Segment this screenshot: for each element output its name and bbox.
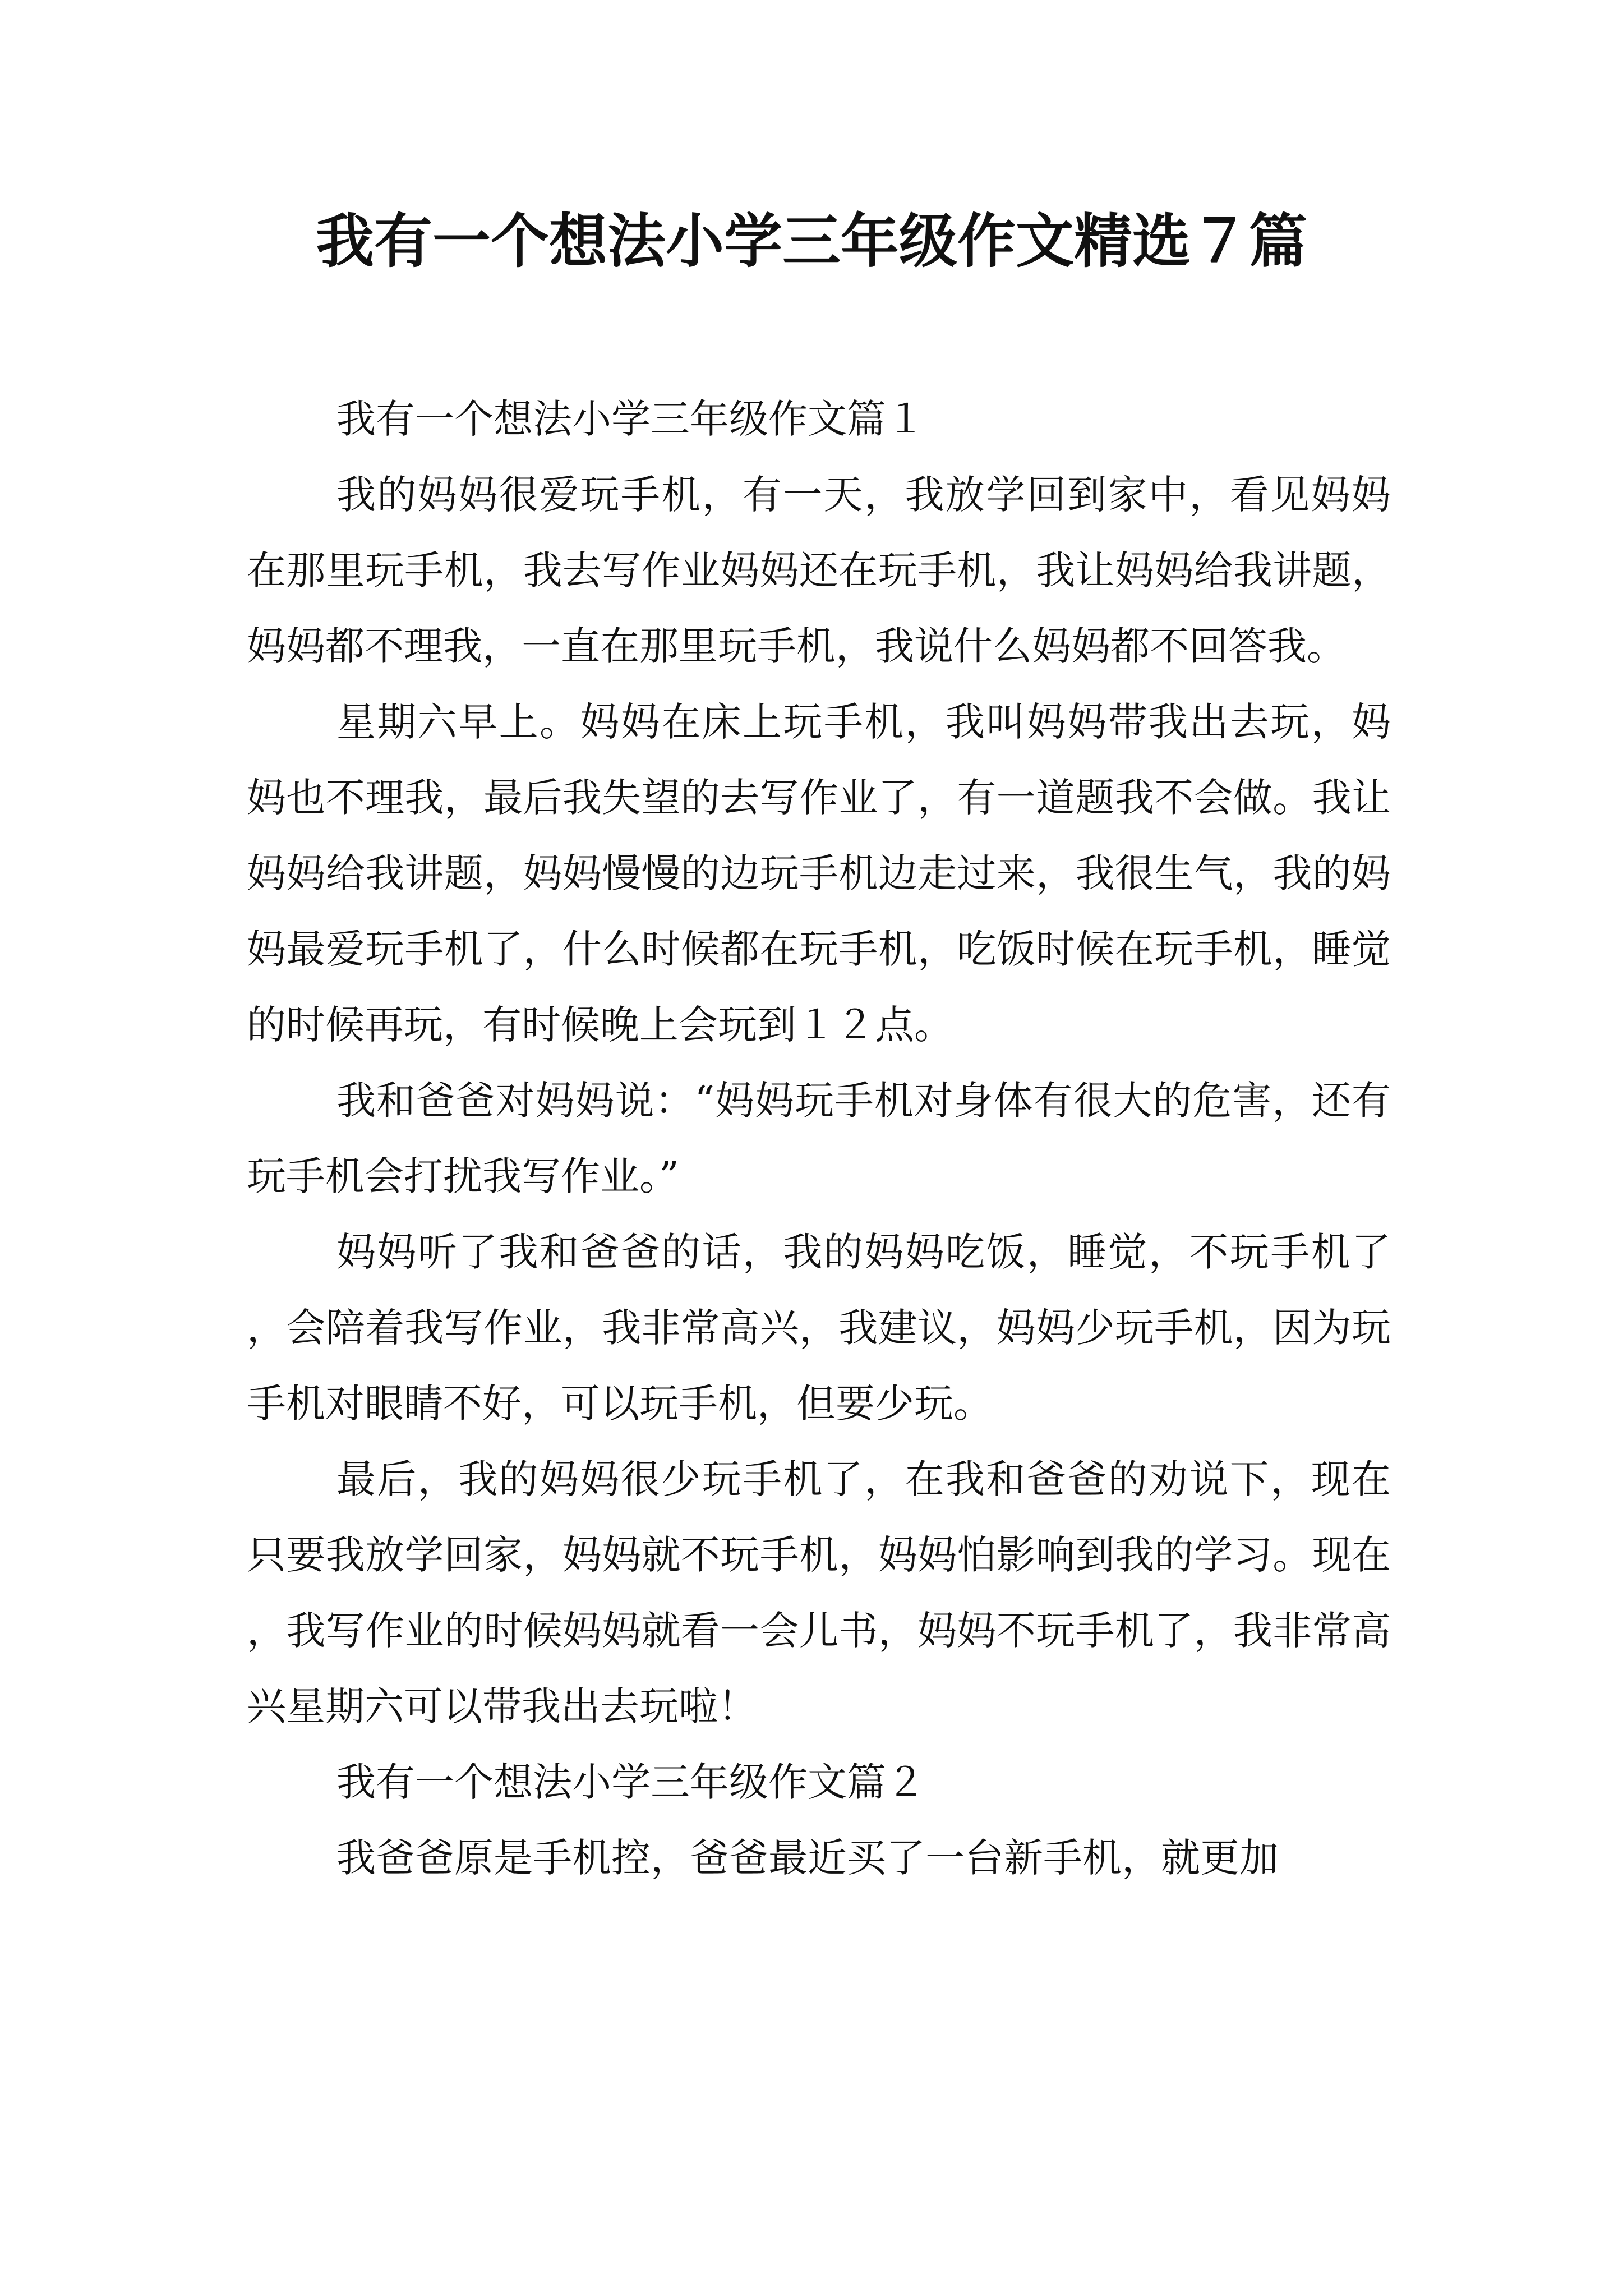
paragraph: 最后，我的妈妈很少玩手机了，在我和爸爸的劝说下，现在只要我放学回家，妈妈就不玩手机，妈妈怕影响到我的学习。现在，我写作业的时候妈妈就看一会儿书，妈妈不玩手机了，我非常高兴星期六可以带我出去玩啦！ bbox=[247, 1456, 1391, 1729]
paragraph: 我爸爸原是手机控，爸爸最近买了一台新手机，就更加 bbox=[336, 1835, 1279, 1881]
paragraph: 我的妈妈很爱玩手机，有一天，我放学回到家中，看见妈妈在那里玩手机，我去写作业妈妈还在玩手机，我让妈妈给我讲题，妈妈都不理我，一直在那里玩手机，我说什么妈妈都不回答我。 bbox=[247, 472, 1391, 669]
section-heading-1: 我有一个想法小学三年级作文篇１ bbox=[336, 396, 925, 442]
paragraph: 我和爸爸对妈妈说：“妈妈玩手机对身体有很大的危害，还有玩手机会打扰我写作业。” bbox=[247, 1078, 1391, 1199]
paragraph: 妈妈听了我和爸爸的话，我的妈妈吃饭，睡觉，不玩手机了，会陪着我写作业，我非常高兴，我建议，妈妈少玩手机，因为玩手机对眼睛不好，可以玩手机，但要少玩。 bbox=[247, 1229, 1391, 1427]
paragraph: 星期六早上。妈妈在床上玩手机，我叫妈妈带我出去玩，妈妈也不理我，最后我失望的去写作业了，有一道题我不会做。我让妈妈给我讲题，妈妈慢慢的边玩手机边走过来，我很生气，我的妈妈最爱玩手机了，什么时候都在玩手机，吃饭时候在玩手机，睡觉的时候再玩，有时候晚上会玩到１２点。 bbox=[247, 699, 1391, 1048]
document-title: 我有一个想法小学三年级作文精选７篇 bbox=[315, 206, 1307, 275]
section-heading-2: 我有一个想法小学三年级作文篇２ bbox=[336, 1759, 925, 1805]
document-body bbox=[247, 381, 1391, 1896]
